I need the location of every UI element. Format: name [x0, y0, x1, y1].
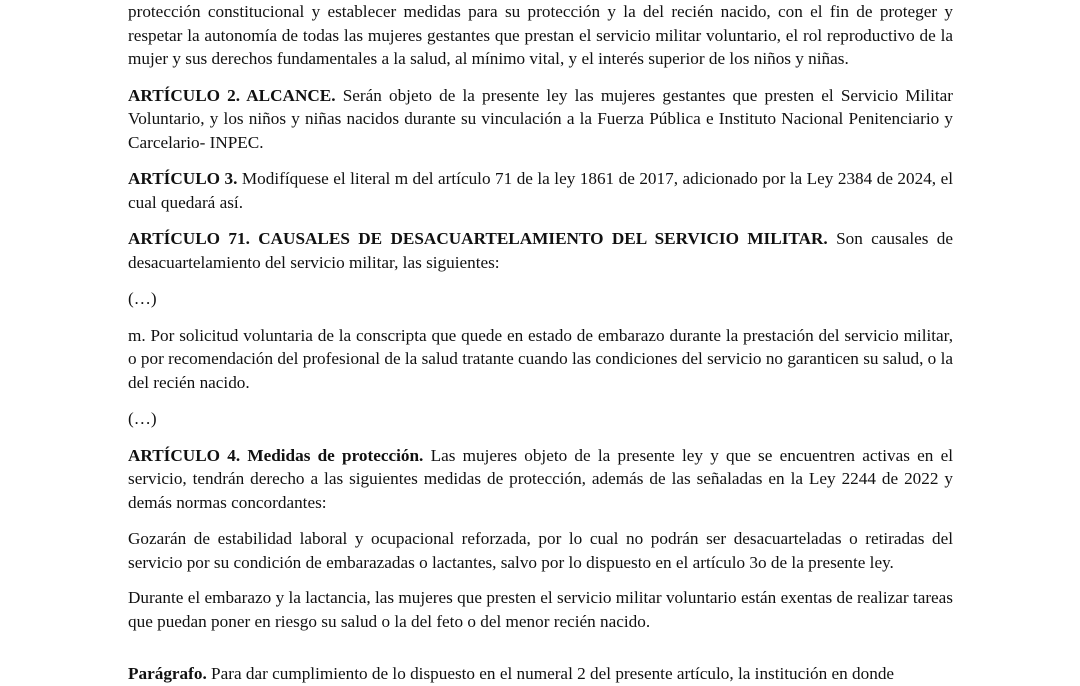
article-4-body: Las mujeres objeto de la presente ley y que se encuentren activas en el servicio, tendrán derecho a las siguientes medidas de protección, además de las señaladas en la Ley 2244 de 2022 y demás normas concordantes: [128, 445, 953, 512]
article-3-heading: ARTÍCULO 3. [128, 169, 238, 188]
intro-text: protección constitucional y establecer medidas para su protección y la del recién nacido, con el fin de proteger y respetar la autonomía de todas las mujeres gestantes que prestan el servicio militar voluntario, el rol reproductivo de la mujer y sus derechos fundamentales a la salud, al mínimo vital, y el interés superior de los niños y niñas. [128, 2, 953, 68]
intro-paragraph [128, 0, 953, 71]
durante-text: Durante el embarazo y la lactancia, las mujeres que presten el servicio militar voluntario están exentas de realizar tareas que puedan poner en riesgo su salud o la del feto o del menor recién nacido. [128, 588, 953, 631]
paragrafo-body: Para dar cumplimiento de lo dispuesto en el numeral 2 del presente artículo, la institución en donde [206, 664, 895, 683]
ellipsis-1-text: (…) [128, 289, 157, 308]
paragraph-durante [128, 586, 953, 633]
literal-m-text: m. Por solicitud voluntaria de la conscripta que quede en estado de embarazo durante la prestación del servicio militar, o por recomendación del profesional de la salud tratante cuando las condiciones del servicio no garanticen su salud, o la del recién nacido. [128, 325, 953, 392]
paragraph-gozaran [128, 527, 953, 574]
literal-m [128, 324, 953, 395]
article-71-body: Son causales de desacuartelamiento del servicio militar, las siguientes: [128, 229, 953, 272]
article-71 [128, 227, 953, 274]
article-2-body: Serán objeto de la presente ley las mujeres gestantes que presten el Servicio Militar Voluntario, y los niños y niñas nacidos durante su vinculación a la Fuerza Pública e Instituto Nacional Penitenciario y Carcelario- INPEC. [128, 85, 953, 152]
paragrafo-heading: Parágrafo. [128, 664, 207, 683]
gozaran-text: Gozarán de estabilidad laboral y ocupacional reforzada, por lo cual no podrán ser desacuarteladas o retiradas del servicio por su condición de embarazadas o lactantes, salvo por lo dispuesto en el artículo 3o de la presente ley. [128, 529, 953, 572]
article-4-heading: ARTÍCULO 4. Medidas de protección. [128, 445, 424, 465]
cut-off-paragraph [128, 662, 953, 686]
article-3 [128, 167, 953, 214]
article-3-body: Modifíquese el literal m del artículo 71 de la ley 1861 de 2017, adicionado por la Ley 2384 de 2024, el cual quedará así. [128, 169, 953, 212]
document-page [128, 0, 953, 633]
ellipsis-2 [128, 407, 953, 431]
ellipsis-1 [128, 287, 953, 311]
article-71-heading: ARTÍCULO 71. CAUSALES DE DESACUARTELAMIENTO DEL SERVICIO MILITAR. [128, 229, 828, 248]
ellipsis-2-text: (…) [128, 409, 157, 428]
article-2-heading: ARTÍCULO 2. ALCANCE. [128, 85, 336, 105]
article-4 [128, 444, 953, 515]
article-2 [128, 84, 953, 155]
